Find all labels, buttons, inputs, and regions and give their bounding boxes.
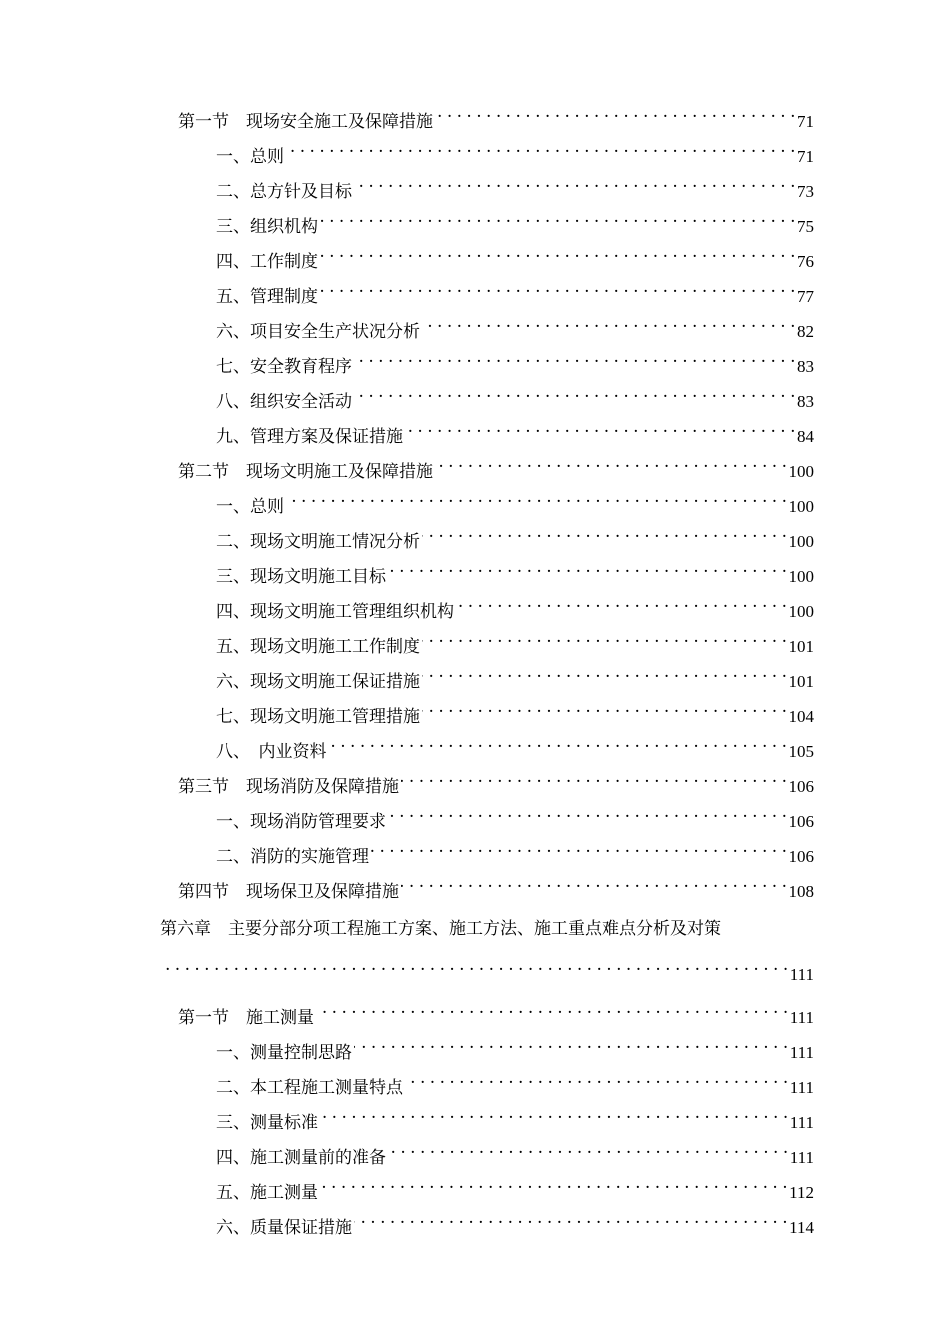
toc-leader-dots xyxy=(354,167,795,197)
toc-entry[interactable] xyxy=(0,727,950,762)
toc-leader-dots xyxy=(388,1133,788,1163)
toc-entry-page: 106 xyxy=(788,812,814,831)
toc-entry-page: 82 xyxy=(797,322,814,341)
toc-entry[interactable] xyxy=(0,377,950,412)
toc-leader-dots xyxy=(422,692,787,722)
toc-entry-title: 四、工作制度 xyxy=(216,252,318,272)
toc-entry-page: 111 xyxy=(789,1043,814,1062)
toc-entry-title: 一、测量控制思路 xyxy=(216,1043,352,1063)
toc-leader-dots xyxy=(401,762,787,792)
toc-leader-dots xyxy=(320,1098,788,1128)
toc-entry-title: 一、总则 xyxy=(216,497,284,517)
toc-entry-title: 二、总方针及目标 xyxy=(216,182,352,202)
toc-entry-title: 四、施工测量前的准备 xyxy=(216,1148,386,1168)
toc-leader-dots xyxy=(354,342,795,372)
toc-entry[interactable] xyxy=(0,552,950,587)
toc-entry-page: 100 xyxy=(788,532,814,551)
toc-entry[interactable] xyxy=(0,1098,950,1133)
toc-entry-page: 101 xyxy=(788,672,814,691)
toc-entry-page: 105 xyxy=(788,742,814,761)
toc-entry-title: 二、消防的实施管理 xyxy=(216,847,369,867)
toc-entry-title: 六、现场文明施工保证措施 xyxy=(216,672,420,692)
toc-entry-title: 第一节 施工测量 xyxy=(178,1008,314,1028)
toc-entry-title: 九、管理方案及保证措施 xyxy=(216,427,403,447)
toc-chapter-page: 111 xyxy=(789,965,814,984)
toc-entry-page: 83 xyxy=(797,357,814,376)
toc-chapter-leader-line xyxy=(160,950,814,984)
toc-entry-title: 第二节 现场文明施工及保障措施 xyxy=(178,462,433,482)
toc-entry-page: 84 xyxy=(797,427,814,446)
toc-entry[interactable] xyxy=(0,342,950,377)
toc-leader-dots xyxy=(316,993,788,1023)
toc-entry-page: 106 xyxy=(788,777,814,796)
toc-entry-title: 六、项目安全生产状况分析 xyxy=(216,322,420,342)
toc-entry[interactable] xyxy=(0,1133,950,1168)
toc-entry-page: 83 xyxy=(797,392,814,411)
toc-leader-dots xyxy=(320,237,795,267)
toc-leader-dots xyxy=(435,447,787,477)
toc-entry-title: 五、现场文明施工工作制度 xyxy=(216,637,420,657)
toc-entry[interactable] xyxy=(0,1028,950,1063)
toc-entry-title: 七、现场文明施工管理措施 xyxy=(216,707,420,727)
toc-entry-page: 73 xyxy=(797,182,814,201)
toc-entry[interactable] xyxy=(0,587,950,622)
toc-entry-page: 100 xyxy=(788,602,814,621)
toc-leader-dots xyxy=(405,412,795,442)
toc-leader-dots xyxy=(286,482,787,512)
toc-entry-page: 77 xyxy=(797,287,814,306)
toc-leader-dots xyxy=(329,727,787,757)
toc-entry-page: 104 xyxy=(788,707,814,726)
toc-leader-dots xyxy=(354,1028,788,1058)
toc-leader-dots xyxy=(422,307,795,337)
toc-leader-dots xyxy=(422,657,787,687)
toc-entry[interactable] xyxy=(0,832,950,867)
toc-entry[interactable] xyxy=(0,622,950,657)
toc-entry[interactable] xyxy=(0,482,950,517)
toc-entry[interactable] xyxy=(0,132,950,167)
toc-entry[interactable] xyxy=(0,167,950,202)
toc-entry-page: 114 xyxy=(789,1218,814,1237)
toc-entry[interactable] xyxy=(0,657,950,692)
toc-entry-title: 二、本工程施工测量特点 xyxy=(216,1078,403,1098)
toc-entry-page: 71 xyxy=(797,147,814,166)
toc-leader-dots xyxy=(371,832,787,862)
toc-leader-dots xyxy=(456,587,787,617)
toc-entry[interactable] xyxy=(0,412,950,447)
toc-entry-page: 106 xyxy=(788,847,814,866)
toc-entry[interactable] xyxy=(0,307,950,342)
toc-entry[interactable] xyxy=(0,993,950,1028)
toc-entry[interactable] xyxy=(0,762,950,797)
toc-leader-dots xyxy=(388,797,787,827)
toc-leader-dots xyxy=(422,517,787,547)
toc-entry[interactable] xyxy=(0,1063,950,1098)
toc-entry-page: 100 xyxy=(788,497,814,516)
toc-entry-title: 三、测量标准 xyxy=(216,1113,318,1133)
toc-entry-page: 111 xyxy=(789,1008,814,1027)
toc-entry-page: 111 xyxy=(789,1078,814,1097)
toc-entry-page: 75 xyxy=(797,217,814,236)
toc-entry-title: 五、管理制度 xyxy=(216,287,318,307)
toc-leader-dots xyxy=(286,132,795,162)
toc-chapter-title[interactable]: 第六章 主要分部分项工程施工方案、施工方法、施工重点难点分析及对策 xyxy=(160,919,721,939)
toc-entry-title: 一、总则 xyxy=(216,147,284,167)
toc-entry-title: 六、质量保证措施 xyxy=(216,1218,352,1238)
toc-entry-page: 111 xyxy=(789,1148,814,1167)
toc-entry-title: 七、安全教育程序 xyxy=(216,357,352,377)
toc-entry[interactable] xyxy=(0,237,950,272)
toc-leader-dots xyxy=(435,97,795,127)
toc-entry-page: 108 xyxy=(788,882,814,901)
toc-entry[interactable] xyxy=(0,692,950,727)
toc-entry[interactable] xyxy=(0,517,950,552)
toc-entry-title: 八、组织安全活动 xyxy=(216,392,352,412)
toc-entry[interactable] xyxy=(0,447,950,482)
toc-entry-page: 101 xyxy=(788,637,814,656)
toc-entry-title: 二、现场文明施工情况分析 xyxy=(216,532,420,552)
toc-entry-page: 111 xyxy=(789,1113,814,1132)
toc-entry[interactable] xyxy=(0,867,950,902)
toc-entry[interactable] xyxy=(0,1168,950,1203)
toc-entry-title: 第三节 现场消防及保障措施 xyxy=(178,777,399,797)
toc-entry[interactable] xyxy=(0,797,950,832)
toc-leader-dots xyxy=(354,377,795,407)
toc-entry[interactable] xyxy=(0,272,950,307)
toc-leader-dots xyxy=(320,1168,787,1198)
toc-entry[interactable] xyxy=(0,97,950,132)
toc-entry-title: 三、组织机构 xyxy=(216,217,318,237)
toc-entry-title: 三、现场文明施工目标 xyxy=(216,567,386,587)
toc-leader-dots xyxy=(401,867,787,897)
toc-entry[interactable] xyxy=(0,1203,950,1238)
toc-leader-dots xyxy=(320,202,795,232)
toc-leader-dots xyxy=(388,552,787,582)
toc-entry-page: 76 xyxy=(797,252,814,271)
toc-entry-page: 112 xyxy=(789,1183,814,1202)
toc-entry-title: 五、施工测量 xyxy=(216,1183,318,1203)
toc-entry-title: 第一节 现场安全施工及保障措施 xyxy=(178,112,433,132)
toc-entry-title: 四、现场文明施工管理组织机构 xyxy=(216,602,454,622)
toc-entry-title: 第四节 现场保卫及保障措施 xyxy=(178,882,399,902)
toc-entry[interactable] xyxy=(0,202,950,237)
toc-leader-dots xyxy=(160,950,788,980)
toc-leader-dots xyxy=(354,1203,787,1233)
toc-entry-page: 100 xyxy=(788,567,814,586)
toc-entry-title: 八、 内业资料 xyxy=(216,742,327,762)
toc-entry-title: 一、现场消防管理要求 xyxy=(216,812,386,832)
toc-leader-dots xyxy=(320,272,795,302)
toc-leader-dots xyxy=(422,622,787,652)
toc-entry-page: 100 xyxy=(788,462,814,481)
toc-leader-dots xyxy=(405,1063,788,1093)
toc-entry-page: 71 xyxy=(797,112,814,131)
